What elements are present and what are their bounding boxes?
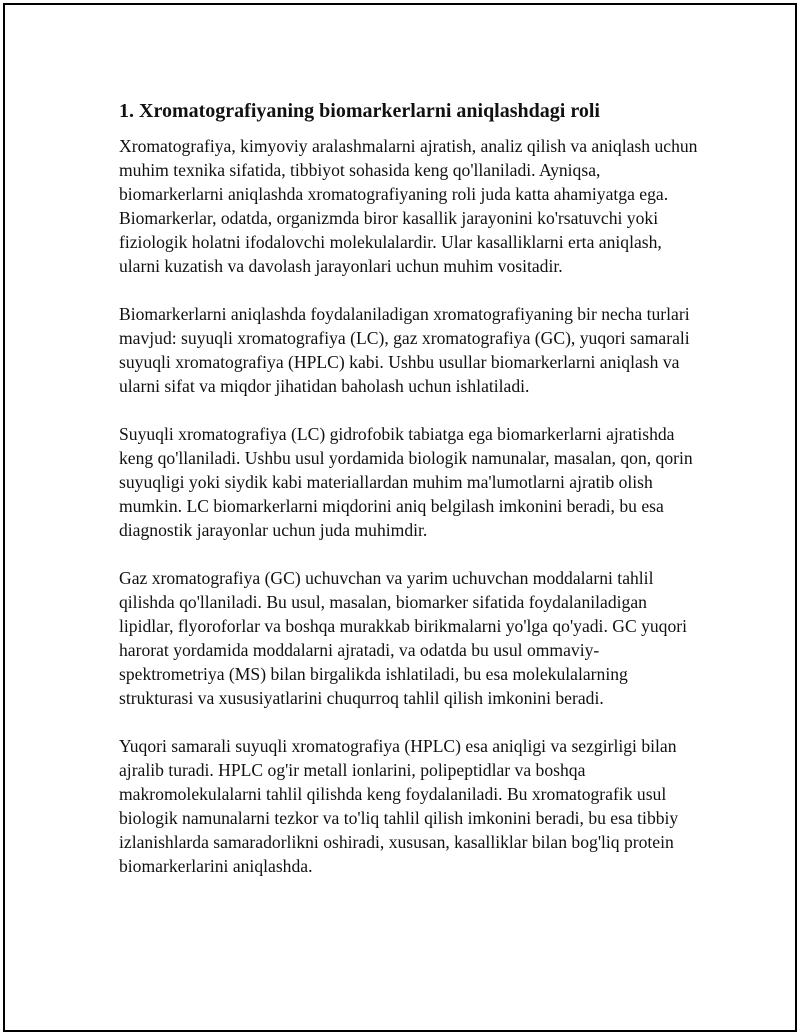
paragraph-types: Biomarkerlarni aniqlashda foydalaniladigan xromatografiyaning bir necha turlari mavjud: suyuqli xromatografiya (LC), gaz xromatografiya (GC), yuqori samarali suyuqli xromatografiya (HPLC) kabi. Ushbu usullar biomarkerlarni aniqlash va ularni sifat va miqdor jihatidan baholash uchun ishlatiladi. — [119, 304, 690, 396]
paragraph-hplc: Yuqori samarali suyuqli xromatografiya (HPLC) esa aniqligi va sezgirligi bilan ajralib turadi. HPLC og'ir metall ionlarini, polipeptidlar va boshqa makromolekulalarni tahlil qilishda keng foydalaniladi. Bu xromatografik usul biologik namunalarni tezkor va to'liq tahlil qilish imkonini beradi, bu esa tibbiy izlanishlarda samaradorlikni oshiradi, xususan, kasalliklar bilan bog'liq protein biomarkerlarini aniqlashda. — [119, 736, 679, 876]
section-heading: 1. Xromatografiyaning biomarkerlarni aniqlashdagi roli — [119, 100, 600, 122]
document-page — [3, 3, 797, 1032]
paragraph-intro: Xromatografiya, kimyoviy aralashmalarni ajratish, analiz qilish va aniqlash uchun muhim texnika sifatida, tibbiyot sohasida keng qo'llaniladi. Ayniqsa, biomarkerlarni aniqlashda xromatografiyaning roli juda katta ahamiyatga ega. Biomarkerlar, odatda, organizmda biror kasallik jarayonini ko'rsatuvchi yoki fiziologik holatni ifodalovchi molekulalardir. Ular kasalliklarni erta aniqlash, ularni kuzatish va davolash jarayonlari uchun muhim vositadir. — [119, 136, 698, 276]
paragraph-gc: Gaz xromatografiya (GC) uchuvchan va yarim uchuvchan moddalarni tahlil qilishda qo'llaniladi. Bu usul, masalan, biomarker sifatida foydalaniladigan lipidlar, flyoroforlar va boshqa murakkab birikmalarni yo'lga qo'yadi. GC yuqori harorat yordamida moddalarni ajratadi, va odatda bu usul ommaviy-spektrometriya (MS) bilan birgalikda ishlatiladi, bu esa molekulalarning strukturasi va xususiyatlarini chuqurroq tahlil qilish imkonini beradi. — [119, 568, 688, 708]
document-body — [119, 96, 699, 902]
paragraph-lc: Suyuqli xromatografiya (LC) gidrofobik tabiatga ega biomarkerlarni ajratishda keng qo'llaniladi. Ushbu usul yordamida biologik namunalar, masalan, qon, qorin suyuqligi yoki siydik kabi materiallardan muhim ma'lumotlarni ajratib olish mumkin. LC biomarkerlarni miqdorini aniq belgilash imkonini beradi, bu esa diagnostik jarayonlar uchun juda muhimdir. — [119, 424, 693, 540]
